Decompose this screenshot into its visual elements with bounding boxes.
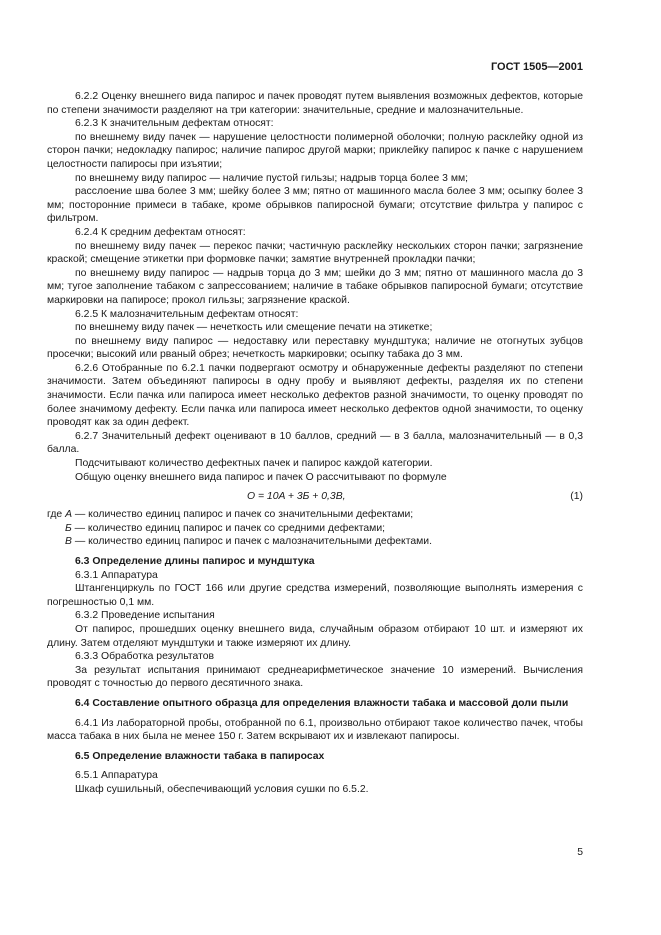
formula-expression: O = 10A + 3Б + 0,3B, [247, 491, 346, 503]
subsection-6-3-2-text: От папирос, прошедших оценку внешнего вида, случайным образом отбирают 10 шт. и измеряют их длину. Затем отделяют мундштуки и также измеряют их длину. [47, 623, 583, 649]
paragraph-packs-major: по внешнему виду пачек — нарушение целостности полимерной оболочки; полную расклейку одной из сторон пачки; недокладку папирос; наличие папирос другой марки; приклейку папирос к пачке с нарушением целостности папиросы при изъятии; [47, 131, 583, 170]
subsection-6-3-3: 6.3.3 Обработка результатов [75, 651, 215, 663]
paragraph-6-2-6: 6.2.6 Отобранные по 6.2.1 пачки подвергают осмотру и обнаруженные дефекты разделяют по степени значимости. Затем объединяют папиросы в одну пробу и выявляют дефекты, разделяя их по степени значимости. Если пачка или папироса имеет несколько дефектов разной значимости, то оценку проводят по более значимому дефекту. Если пачка или папироса имеет несколько дефектов одной значимости, то оценку проводят как за один дефект. [47, 362, 583, 429]
document-code-header: ГОСТ 1505—2001 [490, 61, 583, 73]
subsection-6-3-1-text: Штангенциркуль по ГОСТ 166 или другие средства измерений, позволяющие выполнять измерения с погрешностью 0,1 мм. [47, 583, 583, 608]
definition-a [47, 508, 583, 522]
paragraph-formula-intro: Общую оценку внешнего вида папирос и пачек O рассчитывают по формуле [75, 471, 447, 483]
definition-b [47, 522, 583, 536]
paragraph-6-2-7: 6.2.7 Значительный дефект оценивают в 10 баллов, средний — в 3 балла, малозначительный — в 0,3 балла. [47, 430, 583, 456]
paragraph-cigs-medium: по внешнему виду папирос — надрыв торца до 3 мм; шейки до 3 мм; пятно от машинного масла до 3 мм; тугое заполнение табаком с запрессованием; наличие в табаке обрывков папиросной бумаги; отсутствие маркировки на папиросе; прокол гильзы; загрязнение краской. [47, 267, 583, 306]
subsection-6-4-1-text: 6.4.1 Из лабораторной пробы, отобранной по 6.1, произвольно отбирают такое количество пачек, чтобы масса табака в них была не менее 150 г. Затем вскрывают их и извлекают папиросы. [47, 717, 583, 743]
paragraph-cigs-major: по внешнему виду папирос — наличие пустой гильзы; надрыв торца более 3 мм; [75, 172, 469, 184]
subsection-6-3-2: 6.3.2 Проведение испытания [75, 610, 215, 622]
definition-symbol: B [65, 536, 72, 548]
paragraph-6-2-3: 6.2.3 К значительным дефектам относят: [75, 118, 274, 130]
page-number: 5 [577, 847, 583, 858]
paragraph-cigs-minor: по внешнему виду папирос — недоставку или переставку мундштука; наличие не отогнутых зубцов просечки; высокий или рваный обрез; нечеткость маркировки; осыпку табака до 3 мм. [47, 335, 583, 361]
paragraph-count: Подсчитывают количество дефектных пачек и папирос каждой категории. [75, 458, 433, 470]
paragraph-6-2-4: 6.2.4 К средним дефектам относят: [75, 226, 246, 238]
subsection-6-5-1-text: Шкаф сушильный, обеспечивающий условия сушки по 6.5.2. [75, 783, 369, 795]
section-6-4-title: 6.4 Составление опытного образца для определения влажности табака и массовой доли пыли [75, 697, 569, 709]
section-6-3-title: 6.3 Определение длины папирос и мундштука [75, 556, 315, 567]
subsection-6-5-1: 6.5.1 Аппаратура [75, 770, 158, 782]
paragraph-packs-minor: по внешнему виду пачек — нечеткость или смещение печати на этикетке; [75, 322, 433, 334]
paragraph-packs-medium: по внешнему виду пачек — перекос пачки; частичную расклейку нескольких сторон пачки; загрязнение краской; смещение этикетки при формовке пачки; замятие внутренней прокладки пачки; [47, 240, 583, 266]
definition-text: — количество единиц папирос и пачек с малозначительными дефектами. [71, 536, 432, 548]
definition-symbol: Б [65, 522, 72, 534]
definition-v [47, 535, 583, 549]
subsection-6-3-3-text: За результат испытания принимают среднеарифметическое значение 10 измерений. Вычисления проводят с точностью до первого десятичного знака. [47, 664, 583, 690]
paragraph-6-2-2: 6.2.2 Оценку внешнего вида папирос и пачек проводят путем выявления возможных дефектов, которые по степени значимости разделяют на три категории: значительные, средние и малозначительные. [47, 91, 583, 116]
formula-line [47, 486, 583, 508]
document-body [47, 90, 583, 797]
definition-prefix: где [47, 509, 66, 521]
paragraph-6-2-5: 6.2.5 К малозначительным дефектам относят: [75, 308, 299, 320]
definition-text: — количество единиц папирос и пачек со средними дефектами; [71, 522, 386, 534]
definition-text: — количество единиц папирос и пачек со значительными дефектами; [72, 509, 414, 521]
formula-number: (1) [570, 491, 583, 503]
subsection-6-3-1: 6.3.1 Аппаратура [75, 569, 158, 581]
paragraph-cigs-major-cont: расслоение шва более 3 мм; шейку более 3 мм; пятно от машинного масла более 3 мм; осыпку более 3 мм; посторонние примеси в табаке, кроме обрывков папиросной бумаги; отсутствие фильтра у папирос с фильтром. [47, 186, 583, 225]
definition-symbol: A [65, 509, 72, 521]
section-6-5-title: 6.5 Определение влажности табака в папиросах [75, 750, 325, 762]
